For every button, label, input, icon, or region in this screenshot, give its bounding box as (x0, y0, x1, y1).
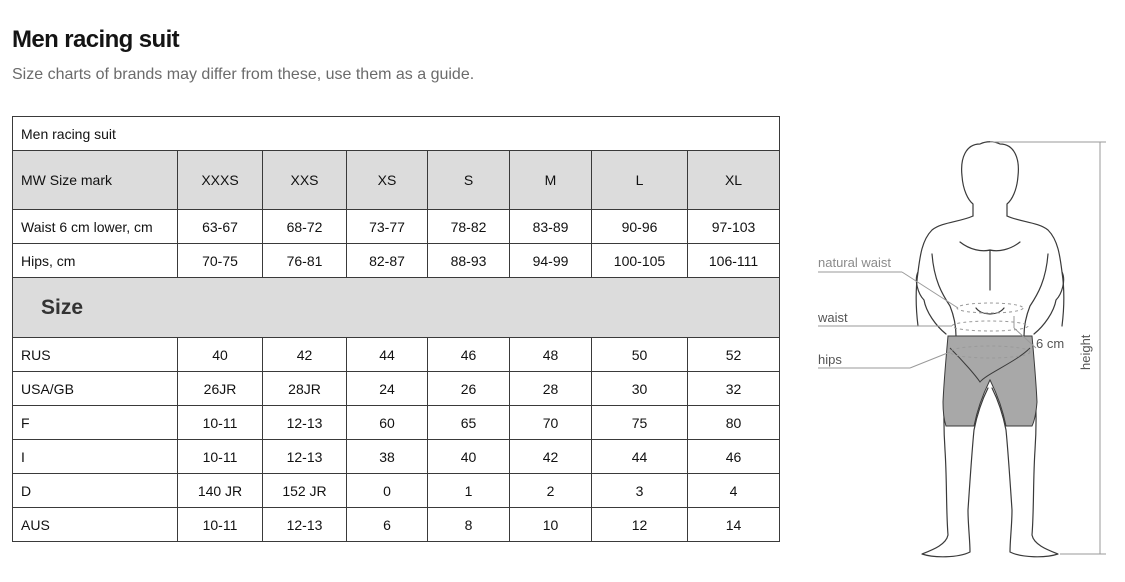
size-mark-row (13, 151, 780, 210)
conversion-label: AUS (13, 508, 178, 542)
conversion-cell: 65 (428, 406, 510, 440)
conversion-cell: 38 (347, 440, 428, 474)
size-header-cell: XXS (263, 151, 347, 210)
conversion-cell: 1 (428, 474, 510, 508)
conversion-cell: 44 (592, 440, 688, 474)
figure-chest (960, 242, 1020, 314)
measurement-cell: 90-96 (592, 210, 688, 244)
conversion-cell: 2 (510, 474, 592, 508)
label-waist: waist (818, 310, 848, 325)
conversion-cell: 152 JR (263, 474, 347, 508)
waist-ellipse (952, 321, 1028, 331)
conversion-cell: 26JR (178, 372, 263, 406)
conversion-cell: 42 (263, 338, 347, 372)
conversion-cell: 48 (510, 338, 592, 372)
natural-waist-leader-diagonal (902, 272, 958, 308)
conversion-label: D (13, 474, 178, 508)
conversion-row (13, 406, 780, 440)
conversion-cell: 12-13 (263, 406, 347, 440)
measurement-cell: 106-111 (688, 244, 780, 278)
conversion-cell: 50 (592, 338, 688, 372)
figure-racing-suit (943, 336, 1037, 426)
conversion-cell: 6 (347, 508, 428, 542)
measurement-cell: 100-105 (592, 244, 688, 278)
conversion-cell: 52 (688, 338, 780, 372)
conversion-label: I (13, 440, 178, 474)
label-height: height (1078, 334, 1093, 370)
measurement-cell: 83-89 (510, 210, 592, 244)
measurement-cell: 97-103 (688, 210, 780, 244)
conversion-cell: 4 (688, 474, 780, 508)
conversion-cell: 24 (347, 372, 428, 406)
conversion-cell: 70 (510, 406, 592, 440)
conversion-cell: 10-11 (178, 508, 263, 542)
hips-leader-diagonal (910, 352, 950, 368)
measurement-row (13, 210, 780, 244)
size-header-cell: XS (347, 151, 428, 210)
conversion-row (13, 372, 780, 406)
conversion-cell: 42 (510, 440, 592, 474)
page-subtitle: Size charts of brands may differ from these, use them as a guide. (12, 66, 475, 83)
natural-waist-ellipse (957, 303, 1023, 313)
conversion-cell: 75 (592, 406, 688, 440)
conversion-cell: 40 (178, 338, 263, 372)
conversion-cell: 12 (592, 508, 688, 542)
conversion-cell: 28 (510, 372, 592, 406)
figure-left-arm (916, 254, 956, 336)
conversion-cell: 28JR (263, 372, 347, 406)
conversion-cell: 46 (428, 338, 510, 372)
measurement-row (13, 244, 780, 278)
table-caption-row (13, 117, 780, 151)
measurement-cell: 70-75 (178, 244, 263, 278)
measurement-cell: 68-72 (263, 210, 347, 244)
size-header-cell: L (592, 151, 688, 210)
conversion-cell: 80 (688, 406, 780, 440)
conversion-cell: 14 (688, 508, 780, 542)
conversion-cell: 12-13 (263, 508, 347, 542)
conversion-cell: 26 (428, 372, 510, 406)
measurement-cell: 78-82 (428, 210, 510, 244)
size-section-row (13, 278, 780, 338)
measurement-cell: 94-99 (510, 244, 592, 278)
conversion-label: RUS (13, 338, 178, 372)
size-header-cell: M (510, 151, 592, 210)
figure-head (962, 142, 1019, 216)
body-figure-illustration (810, 130, 1115, 575)
size-mark-label: MW Size mark (13, 151, 178, 210)
conversion-cell: 12-13 (263, 440, 347, 474)
conversion-cell: 8 (428, 508, 510, 542)
conversion-cell: 10 (510, 508, 592, 542)
conversion-cell: 0 (347, 474, 428, 508)
size-header-cell: XXXS (178, 151, 263, 210)
table-caption: Men racing suit (13, 117, 780, 151)
measurement-cell: 82-87 (347, 244, 428, 278)
label-natural-waist: natural waist (818, 255, 891, 270)
conversion-row (13, 440, 780, 474)
size-chart-table (12, 116, 780, 542)
body-measurement-figure (810, 130, 1115, 575)
label-6-cm: 6 cm (1036, 336, 1065, 351)
measurement-label: Hips, cm (13, 244, 178, 278)
conversion-row (13, 338, 780, 372)
conversion-row (13, 474, 780, 508)
label-hips: hips (818, 352, 842, 367)
size-header-cell: S (428, 151, 510, 210)
conversion-cell: 140 JR (178, 474, 263, 508)
measurement-cell: 63-67 (178, 210, 263, 244)
size-section-heading: Size (13, 278, 780, 338)
conversion-cell: 30 (592, 372, 688, 406)
measurement-cell: 76-81 (263, 244, 347, 278)
figure-right-arm (1024, 254, 1064, 336)
conversion-cell: 44 (347, 338, 428, 372)
measurement-cell: 88-93 (428, 244, 510, 278)
conversion-label: USA/GB (13, 372, 178, 406)
conversion-label: F (13, 406, 178, 440)
conversion-cell: 60 (347, 406, 428, 440)
size-header-cell: XL (688, 151, 780, 210)
conversion-cell: 10-11 (178, 440, 263, 474)
measurement-cell: 73-77 (347, 210, 428, 244)
conversion-cell: 3 (592, 474, 688, 508)
conversion-cell: 10-11 (178, 406, 263, 440)
conversion-cell: 32 (688, 372, 780, 406)
page-title: Men racing suit (12, 26, 180, 53)
measurement-label: Waist 6 cm lower, cm (13, 210, 178, 244)
conversion-cell: 40 (428, 440, 510, 474)
conversion-row (13, 508, 780, 542)
conversion-cell: 46 (688, 440, 780, 474)
